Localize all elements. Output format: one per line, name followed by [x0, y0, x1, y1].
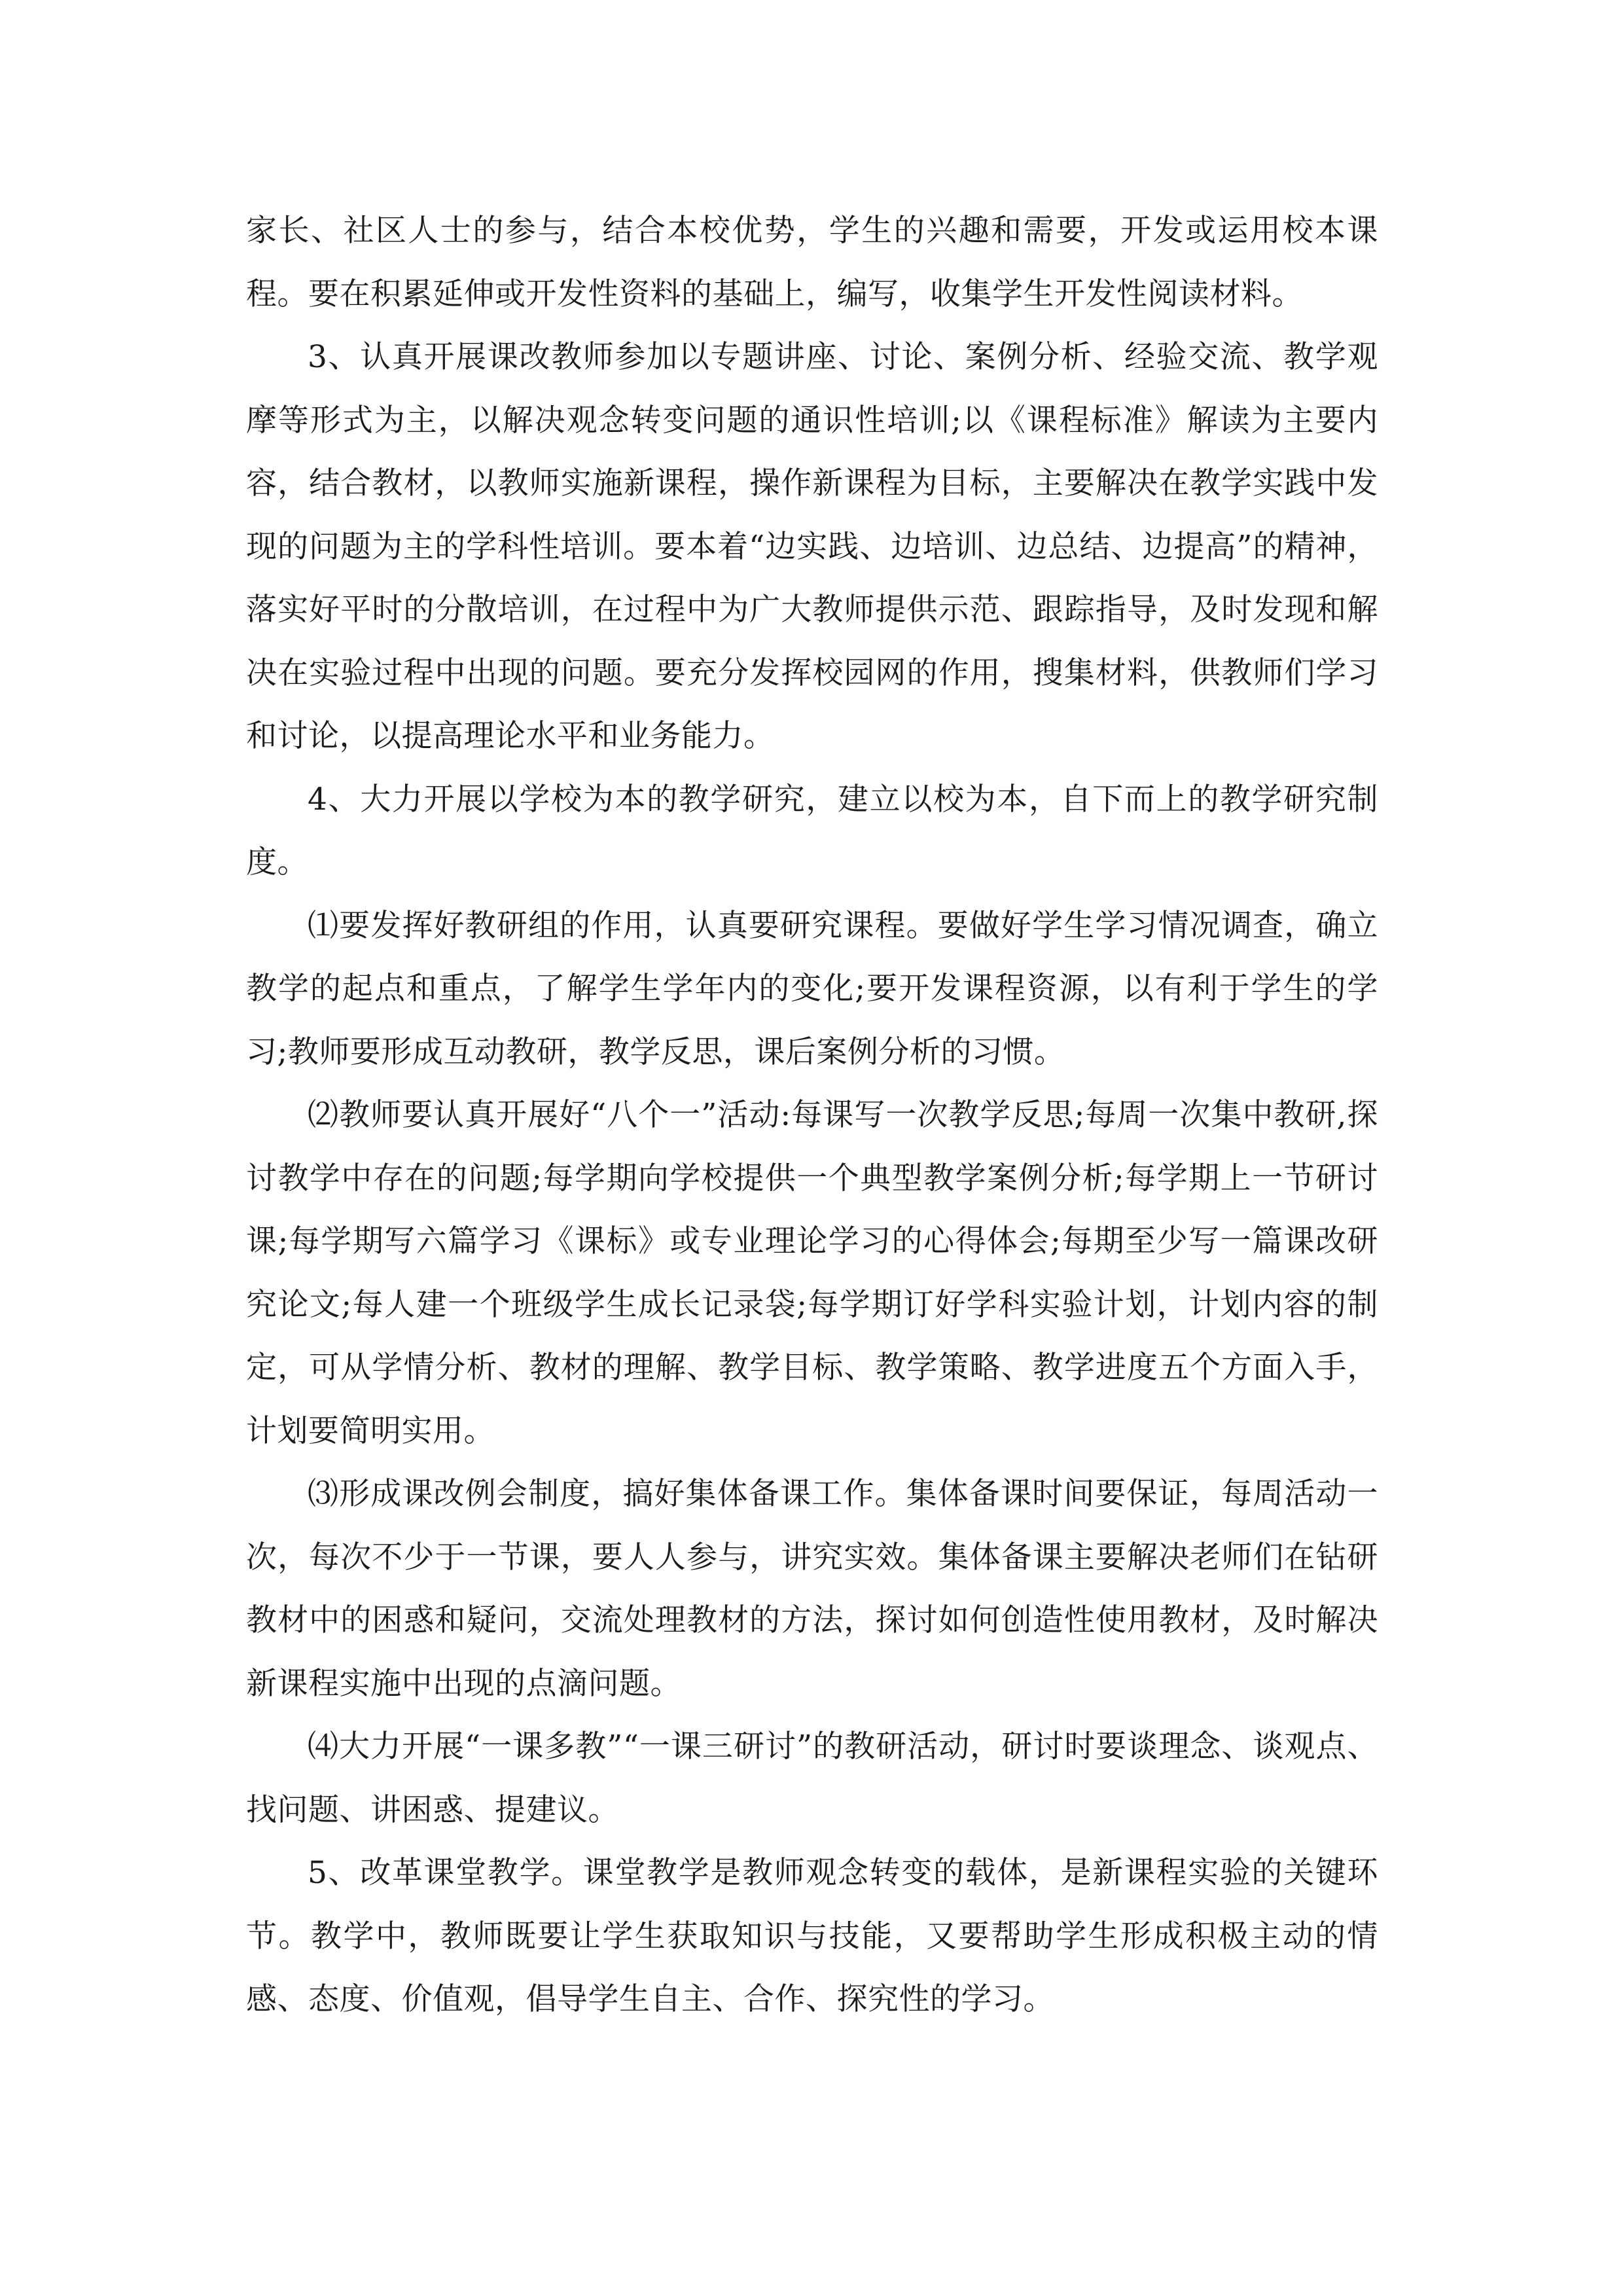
paragraph-subitem-4-research-activities: ⑷大力开展“一课多教”“一课三研讨”的教研活动，研讨时要谈理念、谈观点、找问题、讲困惑、提建议。	[246, 1729, 1378, 1828]
paragraph-subitem-1-research-group: ⑴要发挥好教研组的作用，认真要研究课程。要做好学生学习情况调查，确立教学的起点和重点，了解学生学年内的变化;要开发课程资源，以有利于学生的学习;教师要形成互动教研，教学反思，课后案例分析的习惯。	[246, 907, 1378, 1070]
paragraph-continuation: 家长、社区人士的参与，结合本校优势，学生的兴趣和需要，开发或运用校本课程。要在积累延伸或开发性资料的基础上，编写，收集学生开发性阅读材料。	[246, 213, 1378, 312]
document-body	[246, 200, 1378, 2032]
paragraph-subitem-3-lesson-prep: ⑶形成课改例会制度，搞好集体备课工作。集体备课时间要保证，每周活动一次，每次不少于一节课，要人人参与，讲究实效。集体备课主要解决老师们在钻研教材中的困惑和疑问，交流处理教材的方法，探讨如何创造性使用教材，及时解决新课程实施中出现的点滴问题。	[246, 1476, 1378, 1702]
paragraph-subitem-2-eight-ones: ⑵教师要认真开展好“八个一”活动:每课写一次教学反思;每周一次集中教研,探讨教学中存在的问题;每学期向学校提供一个典型教学案例分析;每学期上一节研讨课;每学期写六篇学习《课标》或专业理论学习的心得体会;每期至少写一篇课改研究论文;每人建一个班级学生成长记录袋;每学期订好学科实验计划，计划内容的制定，可从学情分析、教材的理解、教学目标、教学策略、教学进度五个方面入手，计划要简明实用。	[246, 1097, 1378, 1449]
paragraph-item-3-teacher-training: 3、认真开展课改教师参加以专题讲座、讨论、案例分析、经验交流、教学观摩等形式为主，以解决观念转变问题的通识性培训;以《课程标准》解读为主要内容，结合教材，以教师实施新课程，操作新课程为目标，主要解决在教学实践中发现的问题为主的学科性培训。要本着“边实践、边培训、边总结、边提高”的精神，落实好平时的分散培训，在过程中为广大教师提供示范、跟踪指导，及时发现和解决在实验过程中出现的问题。要充分发挥校园网的作用，搜集材料，供教师们学习和讨论，以提高理论水平和业务能力。	[246, 339, 1378, 754]
paragraph-item-4-school-research: 4、大力开展以学校为本的教学研究，建立以校为本，自下而上的教学研究制度。	[246, 781, 1378, 880]
paragraph-item-5-classroom-reform: 5、改革课堂教学。课堂教学是教师观念转变的载体，是新课程实验的关键环节。教学中，教师既要让学生获取知识与技能，又要帮助学生形成积极主动的情感、态度、价值观，倡导学生自主、合作、探究性的学习。	[246, 1855, 1378, 2017]
